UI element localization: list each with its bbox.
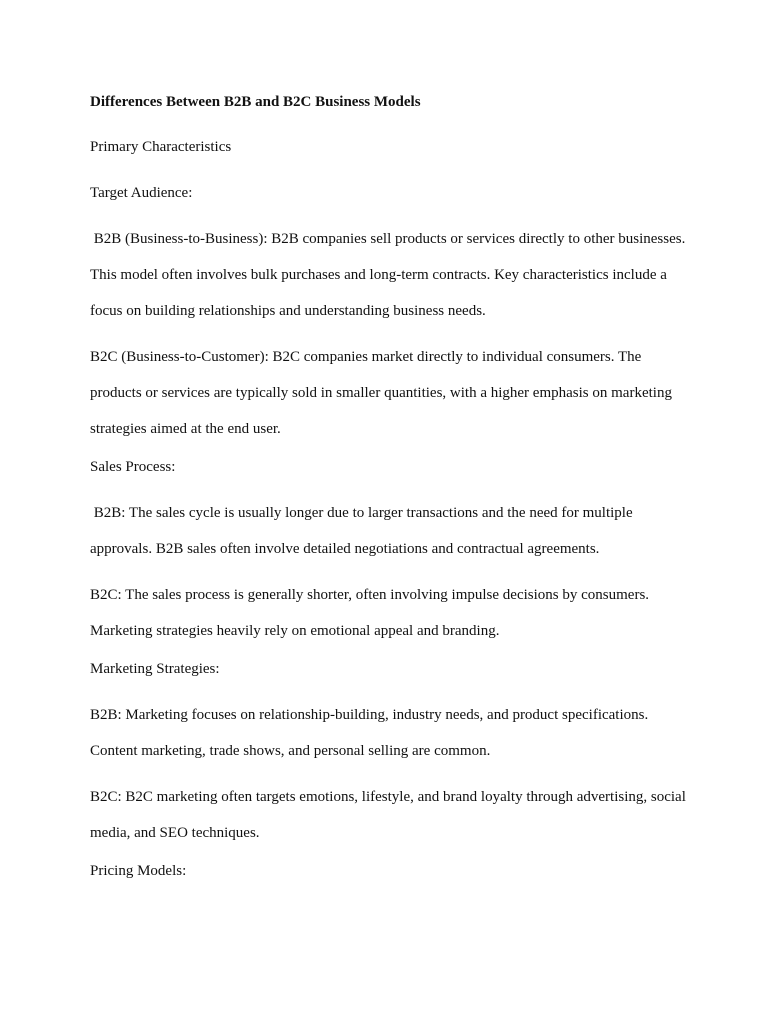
paragraph-b2b-audience: B2B (Business-to-Business): B2B companies sell products or services directly to other businesses. This model often involves bulk purchases and long-term contracts. Key characteristics include a focus on building relationships and understanding business needs. [90, 231, 689, 319]
section-heading: Primary Characteristics [90, 139, 232, 155]
paragraph-b2c-audience: B2C (Business-to-Customer): B2C companies market directly to individual consumers. The products or services are typically sold in smaller quantities, with a higher emphasis on marketing strategies aimed at the end user. [90, 349, 676, 437]
subheading-target-audience: Target Audience: [90, 185, 193, 201]
paragraph-b2c-sales: B2C: The sales process is generally shorter, often involving impulse decisions by consumers. Marketing strategies heavily rely on emotional appeal and branding. [90, 587, 653, 639]
paragraph-b2c-marketing: B2C: B2C marketing often targets emotions, lifestyle, and brand loyalty through advertising, social media, and SEO techniques. [90, 789, 690, 841]
subheading-marketing-strategies: Marketing Strategies: [90, 661, 220, 677]
subheading-pricing-models: Pricing Models: [90, 863, 187, 879]
document-title: Differences Between B2B and B2C Business Models [90, 94, 421, 110]
subheading-sales-process: Sales Process: [90, 459, 176, 475]
document-body [90, 92, 690, 907]
paragraph-b2b-marketing: B2B: Marketing focuses on relationship-building, industry needs, and product specifications. Content marketing, trade shows, and personal selling are common. [90, 707, 652, 759]
paragraph-b2b-sales: B2B: The sales cycle is usually longer due to larger transactions and the need for multiple approvals. B2B sales often involve detailed negotiations and contractual agreements. [90, 505, 637, 557]
